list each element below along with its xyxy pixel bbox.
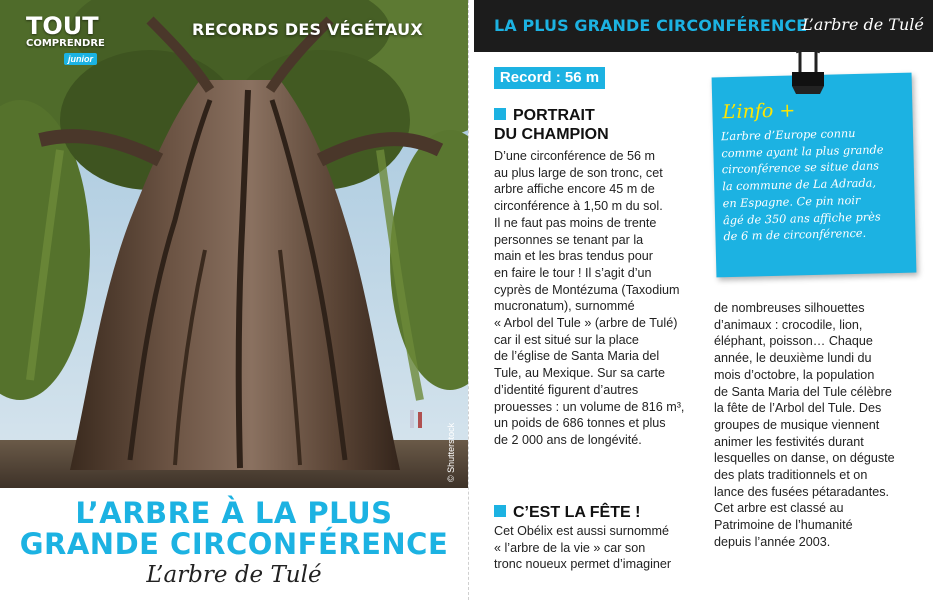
text-line: lance des fusées pétaradantes. — [714, 484, 890, 499]
text-line: Cet arbre est classé au — [714, 501, 844, 516]
info-card — [712, 73, 917, 278]
text-line: « Arbol del Tule » (arbre de Tulé) — [494, 316, 678, 331]
text-line: personnes se tenant par la — [494, 232, 644, 247]
text-line: Tule, au Mexique. Sur sa carte — [494, 366, 666, 381]
text-line: la fête de l’Arbol del Tule. Des — [714, 401, 882, 416]
text-line: groupes de musique viennent — [714, 417, 880, 432]
text-line: main et les bras tendus pour — [494, 249, 653, 264]
text-line: comme ayant la plus grande — [721, 142, 884, 160]
text-line: année, le deuxième lundi du — [714, 351, 872, 366]
text-line: mois d’octobre, la population — [714, 367, 875, 382]
text-line: des plats traditionnels et on — [714, 468, 868, 483]
logo — [26, 14, 118, 74]
text-line: tronc noueux permet d’imaginer — [494, 557, 672, 572]
text-line: d’animaux : crocodile, lion, — [714, 317, 863, 332]
subtitle: L’arbre de Tulé — [146, 562, 322, 588]
text-line: en Espagne. Ce pin noir — [722, 193, 861, 211]
logo-junior: junior — [64, 53, 97, 65]
info-title: L’info + — [722, 99, 796, 124]
right-header-title: LA PLUS GRANDE CIRCONFÉRENCE — [494, 16, 808, 35]
logo-comprendre: COMPRENDRE — [26, 38, 105, 49]
text-line: L’arbre d’Europe connu — [720, 126, 856, 144]
section-portrait-line1: PORTRAIT — [513, 107, 595, 124]
text-line: en faire le tour ! Il s’agit d’un — [494, 265, 652, 280]
bullet-square-icon — [494, 108, 506, 120]
photo-credit-text: © Shutterstock — [446, 422, 456, 482]
text-line: âgé de 350 ans affiche près — [722, 209, 881, 227]
text-line: de l’église de Santa Maria del — [494, 349, 660, 364]
text-line: depuis l’année 2003. — [714, 534, 831, 549]
text-line: de 6 m de circonférence. — [723, 226, 867, 244]
section-fete-heading — [494, 503, 640, 522]
text-line: la commune de La Adrada, — [722, 176, 877, 194]
binder-clip-icon — [790, 50, 826, 100]
text-line: un poids de 686 tonnes et plus — [494, 416, 666, 431]
text-line: de nombreuses silhouettes — [714, 301, 865, 315]
info-text — [721, 125, 910, 246]
text-line: Il ne faut pas moins de trente — [494, 215, 657, 230]
text-line: de Santa Maria del Tule célèbre — [714, 384, 892, 399]
text-line: « l’arbre de la vie » car son — [494, 540, 646, 555]
text-line: d’identité figurent d’autres — [494, 382, 639, 397]
title-line-1: L’ARBRE À LA PLUS — [75, 496, 393, 530]
text-line: animer les festivités durant — [714, 434, 864, 449]
text-line: de 2 000 ans de longévité. — [494, 432, 642, 447]
text-line: circonférence à 1,50 m du sol. — [494, 199, 663, 214]
text-line: arbre affiche encore 45 m de — [494, 182, 655, 197]
left-header: RECORDS DES VÉGÉTAUX — [192, 20, 423, 39]
right-header — [474, 0, 933, 52]
text-line: Cet Obélix est aussi surnommé — [494, 524, 669, 538]
text-line: cyprès de Montézuma (Taxodium — [494, 282, 680, 297]
section-fete-text: C’EST LA FÊTE ! — [513, 504, 641, 521]
card-divider — [468, 0, 473, 600]
right-header-subtitle: L’arbre de Tulé — [802, 15, 924, 34]
logo-tout: TOUT — [26, 12, 99, 40]
text-line: circonférence se situe dans — [721, 159, 880, 177]
body-column-2 — [714, 300, 919, 551]
record-badge: Record : 56 m — [494, 67, 605, 89]
bullet-square-icon — [494, 505, 506, 517]
photo-credit — [446, 382, 460, 482]
right-card — [474, 0, 933, 600]
text-line: éléphant, poisson… Chaque — [714, 334, 873, 349]
body-column-1 — [494, 148, 694, 449]
text-line: D’une circonférence de 56 m — [494, 149, 656, 163]
title-line-2: GRANDE CIRCONFÉRENCE — [19, 527, 449, 561]
section-portrait-heading — [494, 106, 609, 144]
text-line: mucronatum), surnommé — [494, 299, 635, 314]
body-column-1b — [494, 523, 694, 573]
title-area — [0, 488, 468, 600]
section-portrait-line2: DU CHAMPION — [494, 126, 609, 143]
text-line: car il est situé sur la place — [494, 332, 639, 347]
text-line: prouesses : un volume de 816 m³, — [494, 399, 685, 414]
text-line: Patrimoine de l’humanité — [714, 518, 853, 533]
text-line: au plus large de son tronc, cet — [494, 165, 663, 180]
text-line: lesquelles on danse, on déguste — [714, 451, 895, 466]
